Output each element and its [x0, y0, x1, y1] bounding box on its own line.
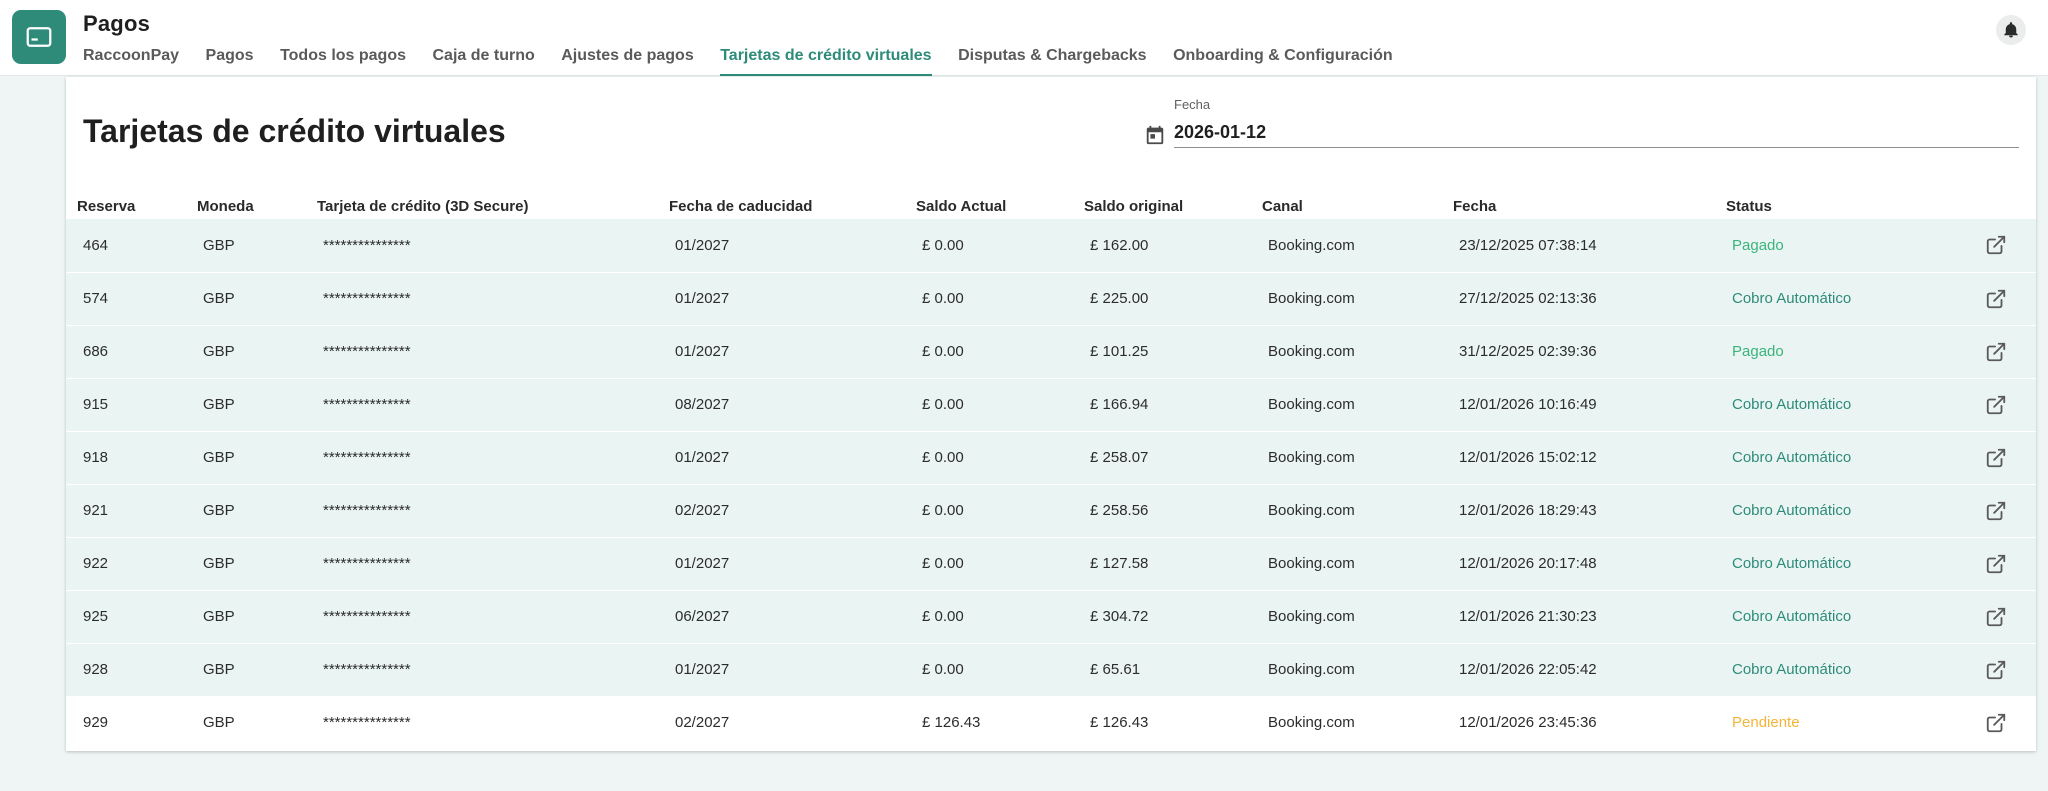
cell-saldo-original: £ 126.43: [1090, 714, 1149, 731]
cell-fecha: 12/01/2026 18:29:43: [1459, 502, 1597, 519]
external-link-icon[interactable]: [1985, 712, 2007, 734]
cell-saldo-actual: £ 0.00: [922, 290, 964, 307]
calendar-icon[interactable]: [1144, 124, 1166, 151]
virtual-cards-table: [66, 194, 2036, 750]
cell-reserva: 918: [83, 449, 109, 466]
cell-moneda: GBP: [203, 449, 235, 466]
cell-canal: Booking.com: [1268, 236, 1355, 254]
cell-fecha: 27/12/2025 02:13:36: [1459, 290, 1597, 307]
cell-caducidad: 08/2027: [675, 396, 730, 413]
bell-icon[interactable]: [1996, 15, 2026, 45]
external-link-icon[interactable]: [1985, 341, 2007, 363]
cell-fecha: 12/01/2026 15:02:12: [1459, 449, 1597, 466]
tab-pagos[interactable]: Pagos: [205, 47, 254, 64]
external-link-icon[interactable]: [1985, 394, 2007, 416]
cell-reserva: 915: [83, 396, 109, 413]
external-link-icon[interactable]: [1985, 500, 2007, 522]
cell-action: [1956, 378, 2036, 431]
table-row[interactable]: [66, 378, 2036, 431]
content-card: [66, 77, 2036, 751]
cell-reserva: 929: [83, 714, 109, 731]
table-row[interactable]: [66, 272, 2036, 325]
cell-tarjeta: ***************: [323, 290, 411, 307]
cell-tarjeta: ***************: [323, 236, 411, 254]
cell-caducidad: 01/2027: [675, 343, 730, 360]
cell-fecha: 12/01/2026 20:17:48: [1459, 555, 1597, 572]
cell-canal: Booking.com: [1268, 290, 1355, 307]
tab-caja-de-turno[interactable]: Caja de turno: [432, 47, 535, 64]
cell-caducidad: 01/2027: [675, 449, 730, 466]
column-header-caducidad[interactable]: Fecha de caducidad: [669, 198, 813, 215]
cell-caducidad: 01/2027: [675, 661, 730, 678]
cell-reserva: 925: [83, 608, 109, 625]
tab-todos-los-pagos[interactable]: Todos los pagos: [280, 47, 406, 64]
table-header-row: [66, 194, 2036, 219]
date-filter: [1138, 93, 2036, 148]
cell-moneda: GBP: [203, 661, 235, 678]
cell-status: Cobro Automático: [1732, 608, 1852, 625]
external-link-icon[interactable]: [1985, 553, 2007, 575]
cell-status: Cobro Automático: [1732, 290, 1852, 307]
cell-canal: Booking.com: [1268, 608, 1355, 625]
cell-saldo-original: £ 166.94: [1090, 396, 1149, 413]
cell-action: [1956, 272, 2036, 325]
cell-tarjeta: ***************: [323, 343, 411, 360]
cell-caducidad: 06/2027: [675, 608, 730, 625]
column-header-saldo-actual[interactable]: Saldo Actual: [916, 198, 1007, 215]
cell-tarjeta: ***************: [323, 555, 411, 572]
cell-moneda: GBP: [203, 555, 235, 572]
cell-status: Cobro Automático: [1732, 396, 1852, 413]
external-link-icon[interactable]: [1985, 288, 2007, 310]
cell-reserva: 928: [83, 661, 109, 678]
cell-action: [1956, 325, 2036, 378]
cell-status: Cobro Automático: [1732, 449, 1852, 466]
cell-moneda: GBP: [203, 396, 235, 413]
cell-saldo-original: £ 101.25: [1090, 343, 1149, 360]
cell-saldo-actual: £ 0.00: [922, 449, 964, 466]
cell-reserva: 464: [83, 236, 109, 254]
table-row[interactable]: [66, 590, 2036, 643]
cell-saldo-actual: £ 0.00: [922, 661, 964, 678]
cell-status: Pagado: [1732, 343, 1784, 360]
cell-tarjeta: ***************: [323, 608, 411, 625]
cell-saldo-actual: £ 0.00: [922, 236, 964, 254]
cell-saldo-original: £ 304.72: [1090, 608, 1149, 625]
table-row[interactable]: [66, 325, 2036, 378]
cell-action: [1956, 590, 2036, 643]
cell-saldo-actual: £ 126.43: [922, 714, 981, 731]
cell-status: Pendiente: [1732, 714, 1800, 731]
cell-fecha: 12/01/2026 23:45:36: [1459, 714, 1597, 731]
column-header-status[interactable]: Status: [1726, 198, 1772, 215]
column-header-moneda[interactable]: Moneda: [197, 198, 254, 215]
cell-fecha: 31/12/2025 02:39:36: [1459, 343, 1597, 360]
cell-canal: Booking.com: [1268, 343, 1355, 360]
table-row[interactable]: [66, 219, 2036, 272]
cell-fecha: 12/01/2026 21:30:23: [1459, 608, 1597, 625]
cell-action: [1956, 537, 2036, 590]
cell-status: Pagado: [1732, 236, 1784, 254]
cell-saldo-original: £ 65.61: [1090, 661, 1141, 678]
date-filter-label: Fecha: [1174, 97, 1211, 112]
cell-moneda: GBP: [203, 236, 235, 254]
cell-reserva: 922: [83, 555, 109, 572]
cell-status: Cobro Automático: [1732, 555, 1852, 572]
cell-moneda: GBP: [203, 290, 235, 307]
column-header-canal[interactable]: Canal: [1262, 198, 1303, 215]
cell-action: [1956, 696, 2036, 749]
column-header-reserva[interactable]: Reserva: [77, 198, 136, 215]
external-link-icon[interactable]: [1985, 234, 2007, 256]
cell-canal: Booking.com: [1268, 714, 1355, 731]
cell-moneda: GBP: [203, 502, 235, 519]
cell-canal: Booking.com: [1268, 449, 1355, 466]
cell-moneda: GBP: [203, 714, 235, 731]
cell-canal: Booking.com: [1268, 502, 1355, 519]
table-body: [66, 219, 2036, 749]
external-link-icon[interactable]: [1985, 606, 2007, 628]
cell-canal: Booking.com: [1268, 661, 1355, 678]
column-header-actions: [1956, 194, 2036, 219]
cell-reserva: 686: [83, 343, 109, 360]
cell-caducidad: 02/2027: [675, 502, 730, 519]
table-row[interactable]: [66, 696, 2036, 749]
cell-action: [1956, 431, 2036, 484]
cell-saldo-actual: £ 0.00: [922, 396, 964, 413]
date-filter-input[interactable]: [1174, 117, 2019, 148]
cell-action: [1956, 484, 2036, 537]
cell-saldo-original: £ 258.07: [1090, 449, 1149, 466]
cell-saldo-actual: £ 0.00: [922, 502, 964, 519]
cell-saldo-original: £ 162.00: [1090, 236, 1149, 254]
column-header-saldo-original[interactable]: Saldo original: [1084, 198, 1184, 215]
app-title: Pagos: [83, 11, 151, 36]
cell-tarjeta: ***************: [323, 714, 411, 731]
tab-onboarding[interactable]: Onboarding & Configuración: [1173, 47, 1393, 64]
cell-saldo-original: £ 258.56: [1090, 502, 1149, 519]
cell-moneda: GBP: [203, 608, 235, 625]
cell-saldo-original: £ 127.58: [1090, 555, 1149, 572]
cell-caducidad: 01/2027: [675, 290, 730, 307]
cell-action: [1956, 219, 2036, 272]
cell-caducidad: 01/2027: [675, 555, 730, 572]
table-row[interactable]: [66, 431, 2036, 484]
tab-disputas[interactable]: Disputas & Chargebacks: [958, 47, 1147, 64]
cell-reserva: 574: [83, 290, 109, 307]
cell-caducidad: 02/2027: [675, 714, 730, 731]
nav-tabs: [83, 46, 1419, 76]
column-header-fecha[interactable]: Fecha: [1453, 198, 1497, 215]
cell-canal: Booking.com: [1268, 396, 1355, 413]
tab-raccoonpay[interactable]: RaccoonPay: [83, 47, 180, 64]
tab-tarjetas-virtuales[interactable]: Tarjetas de crédito virtuales: [720, 46, 931, 76]
cell-fecha: 12/01/2026 22:05:42: [1459, 661, 1597, 678]
page-title: Tarjetas de crédito virtuales: [83, 113, 506, 149]
cell-moneda: GBP: [203, 343, 235, 360]
external-link-icon[interactable]: [1985, 659, 2007, 681]
column-header-tarjeta[interactable]: Tarjeta de crédito (3D Secure): [317, 198, 529, 215]
tab-ajustes-de-pagos[interactable]: Ajustes de pagos: [561, 47, 694, 64]
cell-tarjeta: ***************: [323, 661, 411, 678]
external-link-icon[interactable]: [1985, 447, 2007, 469]
cell-tarjeta: ***************: [323, 449, 411, 466]
cell-saldo-actual: £ 0.00: [922, 608, 964, 625]
cell-saldo-original: £ 225.00: [1090, 290, 1149, 307]
cell-caducidad: 01/2027: [675, 236, 730, 254]
cell-tarjeta: ***************: [323, 396, 411, 413]
cell-tarjeta: ***************: [323, 502, 411, 519]
cell-status: Cobro Automático: [1732, 661, 1852, 678]
table-row[interactable]: [66, 643, 2036, 696]
cell-action: [1956, 643, 2036, 696]
cell-fecha: 23/12/2025 07:38:14: [1459, 236, 1597, 254]
cell-saldo-actual: £ 0.00: [922, 343, 964, 360]
cell-reserva: 921: [83, 502, 109, 519]
credit-card-icon[interactable]: [12, 10, 66, 64]
cell-status: Cobro Automático: [1732, 502, 1852, 519]
cell-canal: Booking.com: [1268, 555, 1355, 572]
table-row[interactable]: [66, 537, 2036, 590]
cell-saldo-actual: £ 0.00: [922, 555, 964, 572]
top-bar: [0, 0, 2048, 76]
table-row[interactable]: [66, 484, 2036, 537]
cell-fecha: 12/01/2026 10:16:49: [1459, 396, 1597, 413]
